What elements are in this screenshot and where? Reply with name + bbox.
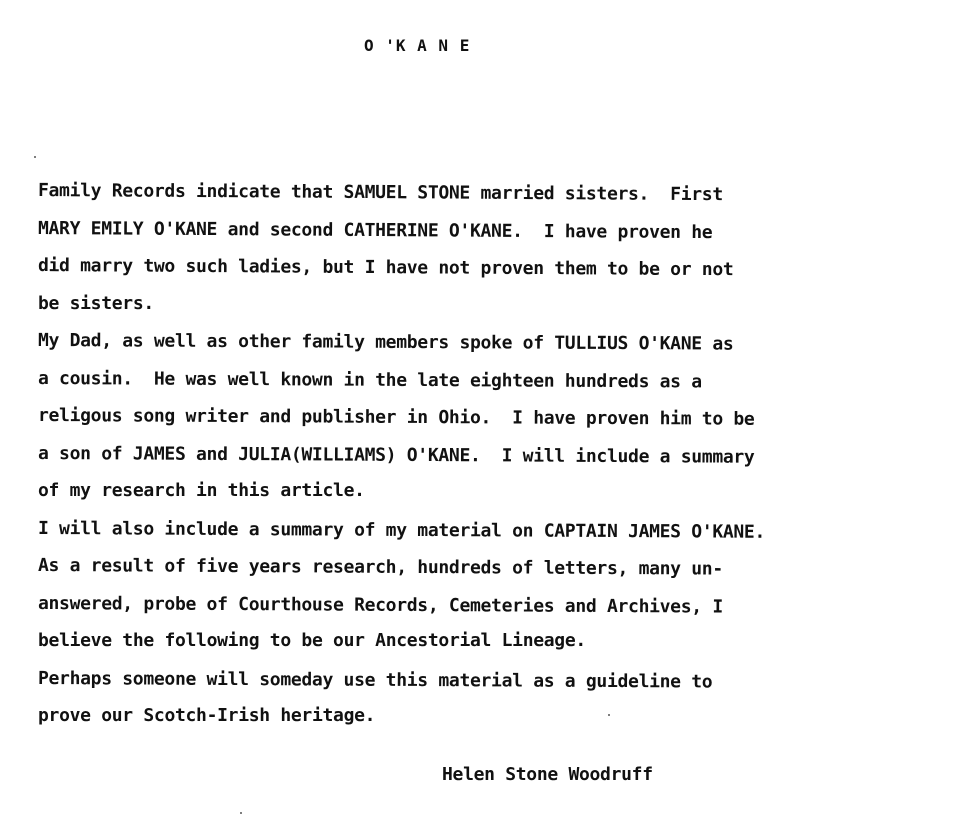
body-line: answered, probe of Courthouse Records, Cemeteries and Archives, I	[37, 592, 723, 618]
document-title: O 'K A N E	[364, 36, 471, 55]
body-line: prove our Scotch-Irish heritage.	[38, 705, 376, 726]
body-line: did marry two such ladies, but I have not proven them to be or not	[37, 255, 734, 281]
body-line: of my research in this article.	[38, 480, 365, 501]
body-line: As a result of five years research, hundreds of letters, many un-	[37, 555, 723, 580]
body-line: believe the following to be our Ancestorial Lineage.	[38, 630, 586, 651]
document-body	[38, 172, 938, 735]
body-line: Perhaps someone will someday use this material as a guideline to	[37, 667, 713, 693]
body-line: I will also include a summary of my material on CAPTAIN JAMES O'KANE.	[37, 517, 766, 543]
body-line: a son of JAMES and JULIA(WILLIAMS) O'KANE. I will include a summary	[37, 442, 755, 468]
body-line: Family Records indicate that SAMUEL STONE married sisters. First	[37, 180, 723, 206]
body-line: religous song writer and publisher in Ohio. I have proven him to be	[37, 405, 755, 430]
body-line: MARY EMILY O'KANE and second CATHERINE O'KANE. I have proven he	[37, 217, 713, 243]
body-line: be sisters.	[38, 292, 154, 314]
author-signature: Helen Stone Woodruff	[442, 764, 653, 785]
scan-speck	[34, 156, 36, 158]
scan-speck	[608, 714, 610, 716]
scan-speck	[240, 812, 242, 814]
body-line: a cousin. He was well known in the late eighteen hundreds as a	[37, 367, 702, 392]
body-line: My Dad, as well as other family members spoke of TULLIUS O'KANE as	[37, 330, 734, 355]
